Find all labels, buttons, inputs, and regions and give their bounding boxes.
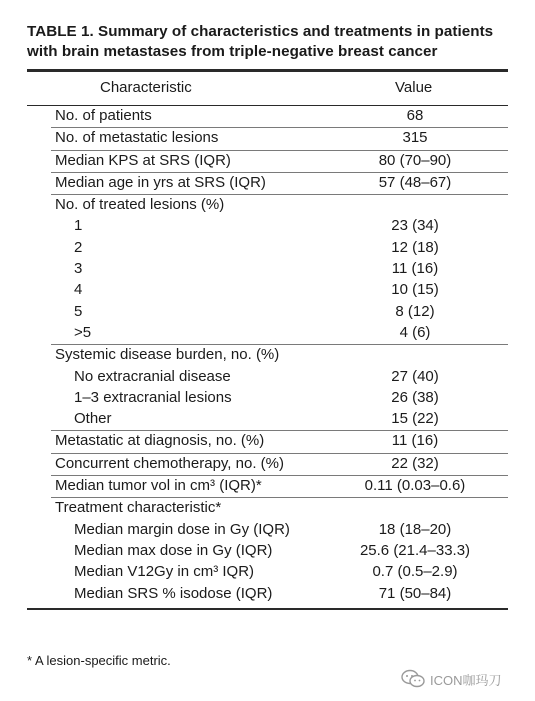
row-label: 4 <box>74 281 83 299</box>
table-row <box>27 345 508 366</box>
row-value: 8 (12) <box>395 302 435 320</box>
row-label: Treatment characteristic* <box>55 499 222 517</box>
table-row <box>27 541 508 562</box>
table-row <box>27 498 508 519</box>
row-value: 22 (32) <box>391 454 439 472</box>
row-label: No extracranial disease <box>74 367 231 385</box>
table-row <box>27 323 508 344</box>
row-label: No. of treated lesions (%) <box>55 196 225 214</box>
row-value: 27 (40) <box>391 367 439 385</box>
row-value: 12 (18) <box>391 238 439 256</box>
row-value: 315 <box>402 129 428 147</box>
row-value: 23 (34) <box>391 217 439 235</box>
table-row <box>27 367 508 388</box>
summary-table <box>27 69 508 610</box>
row-label: Median KPS at SRS (IQR) <box>55 151 231 169</box>
row-label: 1 <box>74 217 83 235</box>
row-value: 0.11 (0.03–0.6) <box>364 477 466 495</box>
row-label: 5 <box>74 302 83 320</box>
table-row <box>27 151 508 172</box>
table-row <box>27 454 508 475</box>
table-row <box>27 173 508 194</box>
row-label: 3 <box>74 260 83 278</box>
table-row <box>27 388 508 409</box>
row-label: 2 <box>74 238 83 256</box>
header-value: Value <box>395 79 433 96</box>
table-header-row <box>27 72 508 106</box>
row-value: 15 (22) <box>391 410 439 428</box>
table-bottom-rule <box>27 608 508 610</box>
row-value: 26 (38) <box>391 388 439 406</box>
row-label: Systemic disease burden, no. (%) <box>55 346 280 364</box>
row-label: No. of metastatic lesions <box>55 129 219 147</box>
row-value: 57 (48–67) <box>378 173 452 191</box>
row-value: 18 (18–20) <box>378 520 452 538</box>
row-label: Median margin dose in Gy (IQR) <box>74 520 290 538</box>
table-row <box>27 106 508 127</box>
table-row <box>27 195 508 216</box>
row-value: 25.6 (21.4–33.3) <box>359 541 471 559</box>
row-label: No. of patients <box>55 107 152 124</box>
row-label: Median V12Gy in cm³ IQR) <box>74 563 255 581</box>
header-characteristic: Characteristic <box>100 79 192 96</box>
row-value: 10 (15) <box>391 281 439 299</box>
row-label: Concurrent chemotherapy, no. (%) <box>55 454 284 472</box>
row-value: 71 (50–84) <box>378 584 452 602</box>
table-row <box>27 409 508 430</box>
row-label: Metastatic at diagnosis, no. (%) <box>55 432 265 450</box>
table-body <box>27 106 508 605</box>
row-label: 1–3 extracranial lesions <box>74 388 232 406</box>
row-value: 0.7 (0.5–2.9) <box>372 563 458 581</box>
table-title: TABLE 1. Summary of characteristics and treatments in patients with brain metastases from triple-negative breast cancer <box>27 23 494 60</box>
table-row <box>27 128 508 149</box>
watermark <box>400 665 530 693</box>
watermark-text: ICON咖玛刀 <box>430 672 502 688</box>
row-label: Other <box>74 410 112 428</box>
table-row <box>27 562 508 583</box>
table-row <box>27 431 508 452</box>
row-value: 11 (16) <box>391 432 439 450</box>
wechat-icon <box>400 669 426 689</box>
table-row <box>27 476 508 497</box>
row-value: 11 (16) <box>391 260 439 278</box>
row-value: 68 <box>406 107 424 124</box>
table-row <box>27 280 508 301</box>
table-row <box>27 584 508 605</box>
table-row <box>27 520 508 541</box>
table-row <box>27 259 508 280</box>
row-label: >5 <box>74 323 92 341</box>
row-label: Median tumor vol in cm³ (IQR)* <box>55 477 262 495</box>
row-label: Median age in yrs at SRS (IQR) <box>55 173 266 191</box>
row-label: Median SRS % isodose (IQR) <box>74 584 273 602</box>
row-value: 80 (70–90) <box>378 151 452 169</box>
table-row <box>27 216 508 237</box>
row-value: 4 (6) <box>399 323 431 341</box>
table-row <box>27 302 508 323</box>
table-row <box>27 238 508 259</box>
table-footnote: * A lesion-specific metric. <box>27 653 171 668</box>
row-label: Median max dose in Gy (IQR) <box>74 541 273 559</box>
